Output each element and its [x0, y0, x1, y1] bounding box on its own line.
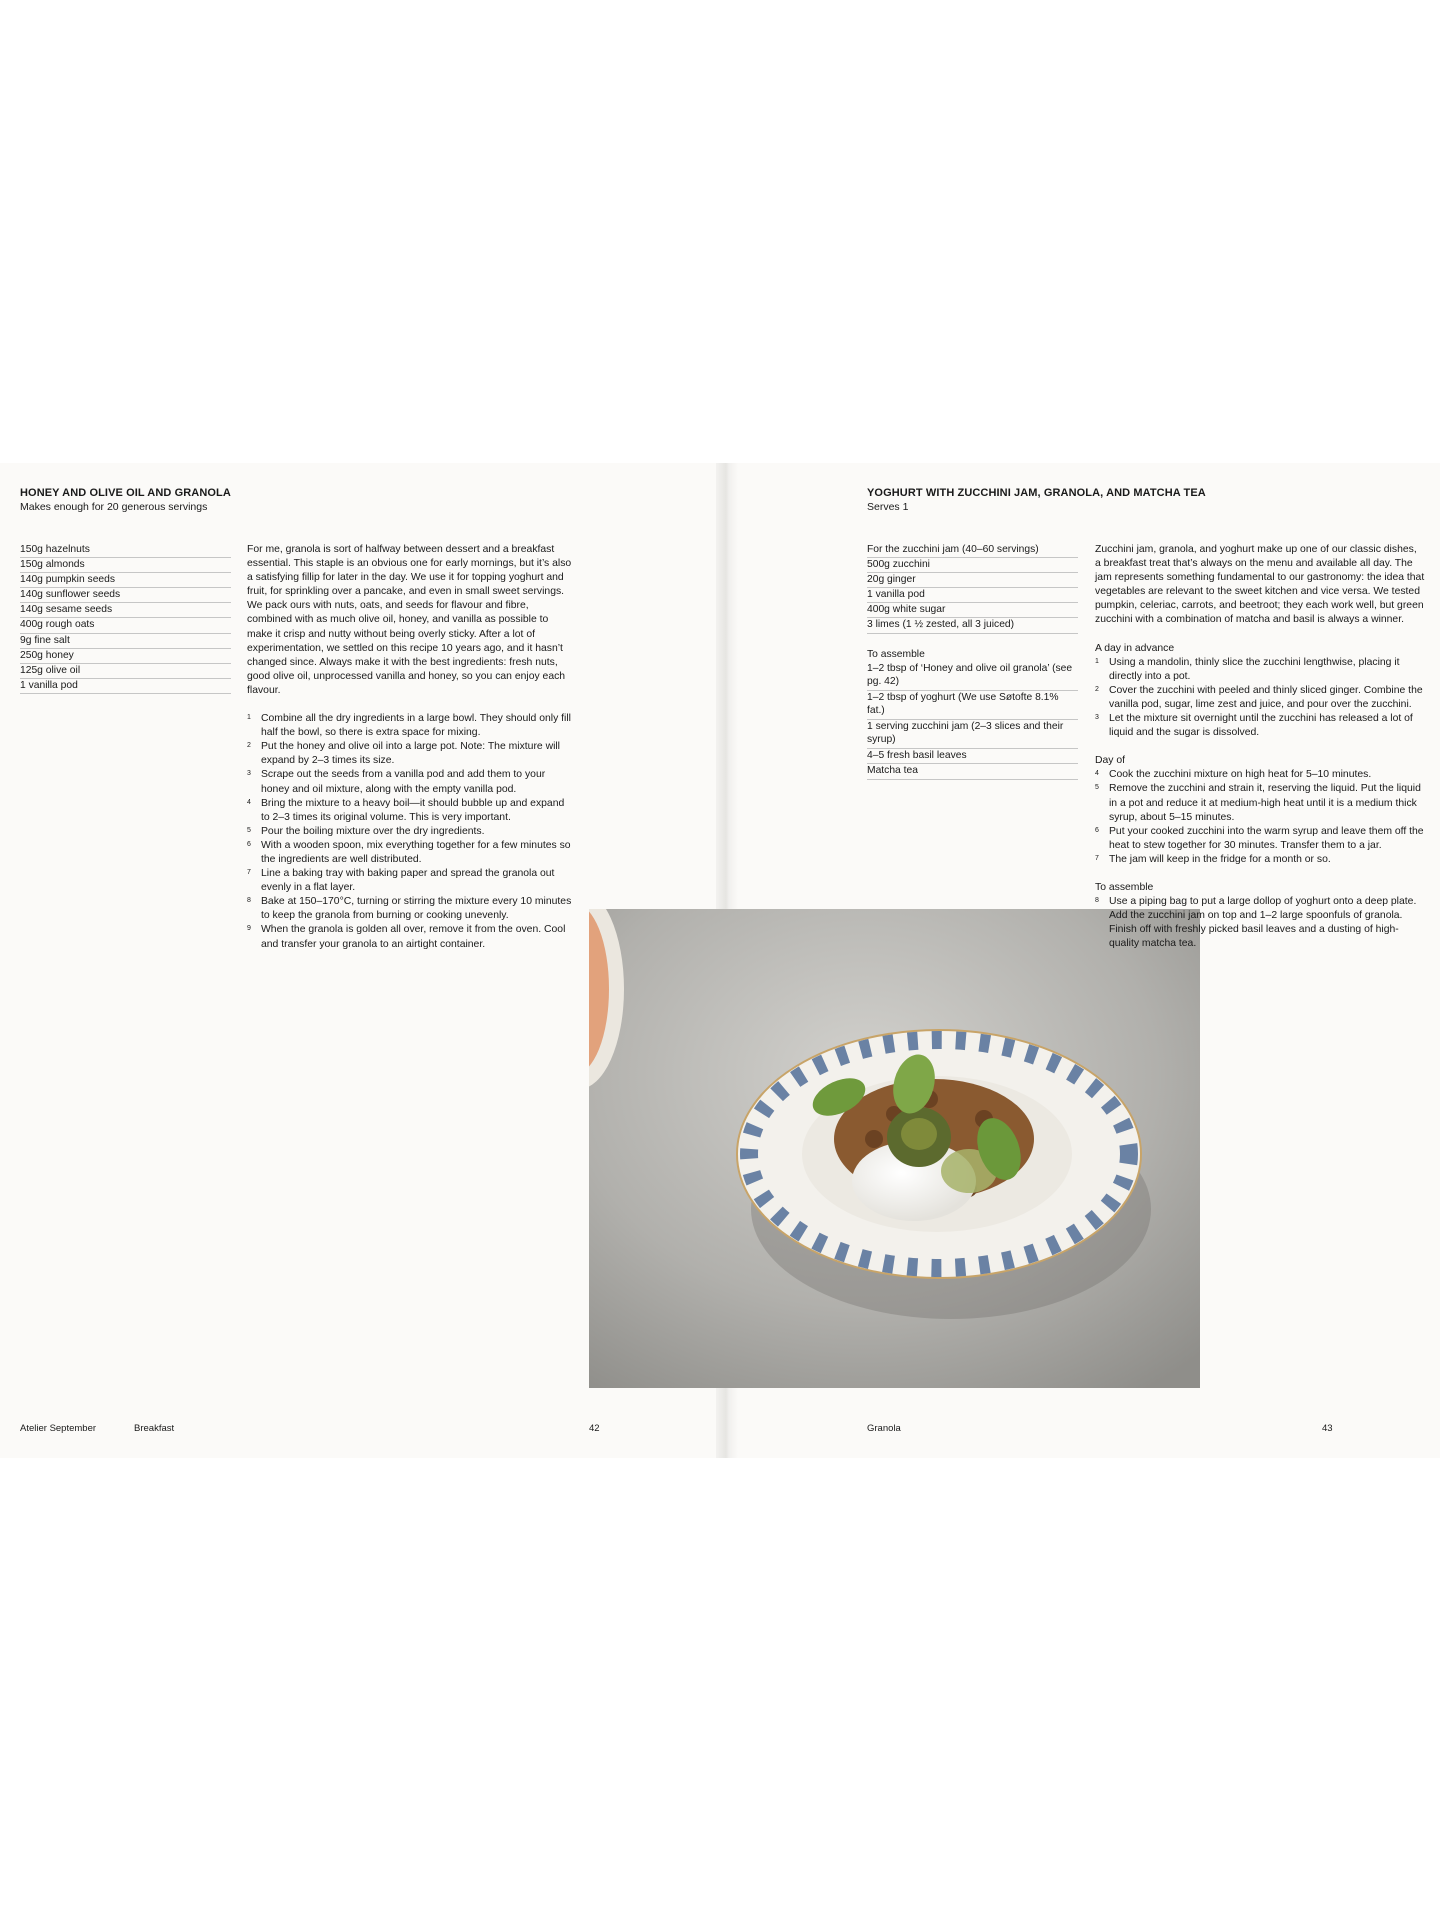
step-number: 2: [247, 742, 251, 750]
step-number: 3: [1095, 714, 1099, 722]
right-recipe-text: [1095, 543, 1425, 951]
ingredient-item: 150g hazelnuts: [20, 543, 231, 558]
dish-illustration: [589, 909, 1200, 1388]
advance-steps: [1095, 656, 1425, 741]
left-method-steps: [247, 712, 574, 952]
dish-photo: [589, 909, 1200, 1388]
left-ingredient-list: [20, 543, 231, 694]
step-text: Bring the mixture to a heavy boil—it should bubble up and expand to 2–3 times its original volume. This is very important.: [261, 797, 565, 823]
method-step: [247, 923, 574, 951]
ingredient-item: 400g white sugar: [867, 603, 1078, 618]
step-number: 8: [1095, 897, 1099, 905]
right-intro-paragraph: Zucchini jam, granola, and yoghurt make up one of our classic dishes, a breakfast treat that’s always on the menu and available all day. The jam represents something fundamental to our gastronomy: the idea that vegetables are relevant to the sweet kitchen and vice versa. We tested pumpkin, celeriac, carrots, and beetroot; they each work well, but green zucchini with a combination of matcha and basil is always a winner.: [1095, 544, 1425, 626]
step-number: 4: [247, 798, 251, 806]
final-steps: [1095, 895, 1425, 951]
ingredient-item: 1 serving zucchini jam (2–3 slices and their syrup): [867, 720, 1078, 749]
ingredient-item: 400g rough oats: [20, 618, 231, 633]
step-text: The jam will keep in the fridge for a month or so.: [1109, 853, 1331, 865]
step-number: 6: [1095, 826, 1099, 834]
ingredient-item: 3 limes (1 ½ zested, all 3 juiced): [867, 618, 1078, 633]
ingredient-item: 1 vanilla pod: [867, 588, 1078, 603]
method-step: [247, 895, 574, 923]
ingredient-item: Matcha tea: [867, 764, 1078, 779]
assemble-heading: To assemble: [867, 648, 925, 660]
step-number: 3: [247, 770, 251, 778]
ingredient-item: 1–2 tbsp of ‘Honey and olive oil granola’ (see pg. 42): [867, 662, 1078, 691]
step-number: 4: [1095, 770, 1099, 778]
ingredient-item: 4–5 fresh basil leaves: [867, 749, 1078, 764]
ingredient-item: 9g fine salt: [20, 634, 231, 649]
ingredient-item: 1–2 tbsp of yoghurt (We use Søtofte 8.1% fat.): [867, 691, 1078, 720]
left-recipe-title: HONEY AND OLIVE OIL AND GRANOLA: [20, 487, 231, 499]
right-recipe-subtitle: Serves 1: [867, 501, 909, 513]
method-step: [247, 839, 574, 867]
step-text: Put the honey and olive oil into a large pot. Note: The mixture will expand by 2–3 times its size.: [261, 741, 560, 767]
step-text: Pour the boiling mixture over the dry ingredients.: [261, 825, 485, 837]
step-text: Put your cooked zucchini into the warm syrup and leave them off the heat to stew together for 30 minutes. Transfer them to a jar.: [1109, 825, 1424, 851]
step-text: Remove the zucchini and strain it, reserving the liquid. Put the liquid in a pot and reduce it at medium-high heat until it is a medium thick syrup, about 5–15 minutes.: [1109, 783, 1421, 823]
step-number: 1: [247, 714, 251, 722]
method-step: [247, 825, 574, 839]
step-text: Using a mandolin, thinly slice the zucchini lengthwise, placing it directly into a pot.: [1109, 656, 1400, 682]
method-step: [1095, 782, 1425, 824]
left-recipe-text: [247, 543, 574, 952]
step-number: 8: [247, 897, 251, 905]
step-number: 2: [1095, 685, 1099, 693]
ingredient-item: 500g zucchini: [867, 558, 1078, 573]
left-recipe-subtitle: Makes enough for 20 generous servings: [20, 501, 208, 513]
method-step: [247, 867, 574, 895]
method-step: [247, 768, 574, 796]
step-number: 6: [247, 840, 251, 848]
ingredient-item: 140g sunflower seeds: [20, 588, 231, 603]
method-step: [1095, 768, 1425, 782]
ingredient-item: 250g honey: [20, 649, 231, 664]
jam-heading: For the zucchini jam (40–60 servings): [867, 543, 1078, 558]
method-step: [247, 797, 574, 825]
method-step: [1095, 825, 1425, 853]
step-text: Line a baking tray with baking paper and spread the granola out evenly in a flat layer.: [261, 868, 555, 894]
step-number: 5: [1095, 784, 1099, 792]
step-number: 9: [247, 925, 251, 933]
right-ingredient-list: [867, 543, 1078, 780]
step-text: Combine all the dry ingredients in a large bowl. They should only fill half the bowl, so there is extra space for mixing.: [261, 713, 571, 739]
step-number: 1: [1095, 657, 1099, 665]
step-text: Scrape out the seeds from a vanilla pod and add them to your honey and oil mixture, along with the empty vanilla pod.: [261, 769, 546, 795]
ingredient-item: 20g ginger: [867, 573, 1078, 588]
step-number: 7: [1095, 854, 1099, 862]
step-text: Cook the zucchini mixture on high heat for 5–10 minutes.: [1109, 769, 1372, 781]
page-number-left: 42: [589, 1423, 600, 1434]
method-step: [1095, 853, 1425, 867]
final-assemble-heading: To assemble: [1095, 881, 1154, 893]
footer-chapter-right: Granola: [867, 1423, 901, 1434]
spacer: [867, 634, 1078, 648]
step-text: Use a piping bag to put a large dollop of yoghurt onto a deep plate. Add the zucchini jam on top and 1–2 large spoonfuls of granola. Finish off with freshly picked basil leaves and a dusting of high-quality matcha tea.: [1109, 896, 1417, 950]
left-intro-paragraph: For me, granola is sort of halfway between dessert and a breakfast essential. This staple is an obvious one for early mornings, but it’s also a satisfying fillip for later in the day. We use it for topping yoghurt and fruit, for sprinkling over a pancake, and even in small sweet servings. We pack ours with nuts, oats, and seeds for flavour and fibre, combined with as much olive oil, honey, and vanilla as possible to make it crisp and nutty without being overly sticky. After a lot of experimentation, we settled on this recipe 10 years ago, and it hasn’t changed since. Always make it with the best ingredients: fresh nuts, good olive oil, unprocessed vanilla and honey, so you can enjoy each flavour.: [247, 544, 572, 696]
method-step: [1095, 712, 1425, 740]
step-number: 7: [247, 869, 251, 877]
footer-chapter-left: Breakfast: [134, 1423, 175, 1434]
method-step: [247, 740, 574, 768]
ingredient-item: 125g olive oil: [20, 664, 231, 679]
step-text: Cover the zucchini with peeled and thinly sliced ginger. Combine the vanilla pod, sugar, lime zest and juice, and pour over the zucchini.: [1109, 684, 1423, 710]
step-number: 5: [247, 826, 251, 834]
right-recipe-title: YOGHURT WITH ZUCCHINI JAM, GRANOLA, AND MATCHA TEA: [867, 487, 1206, 499]
step-text: Bake at 150–170°C, turning or stirring the mixture every 10 minutes to keep the granola from burning or cooking unevenly.: [261, 896, 572, 922]
dayof-heading: Day of: [1095, 755, 1126, 767]
method-step: [247, 712, 574, 740]
step-text: When the granola is golden all over, remove it from the oven. Cool and transfer your granola to an airtight container.: [261, 924, 566, 950]
ingredient-item: 140g sesame seeds: [20, 603, 231, 618]
step-text: Let the mixture sit overnight until the zucchini has released a lot of liquid and the sugar is dissolved.: [1109, 713, 1413, 739]
ingredient-item: 150g almonds: [20, 558, 231, 573]
ingredient-item: 1 vanilla pod: [20, 679, 231, 694]
advance-heading: A day in advance: [1095, 642, 1175, 654]
method-step: [1095, 656, 1425, 684]
footer-book-title: Atelier September: [20, 1423, 97, 1434]
step-text: With a wooden spoon, mix everything together for a few minutes so the ingredients are well distributed.: [261, 839, 571, 865]
page-number-right: 43: [1322, 1423, 1333, 1434]
ingredient-item: 140g pumpkin seeds: [20, 573, 231, 588]
method-step: [1095, 895, 1425, 951]
dayof-steps: [1095, 768, 1425, 867]
method-step: [1095, 684, 1425, 712]
